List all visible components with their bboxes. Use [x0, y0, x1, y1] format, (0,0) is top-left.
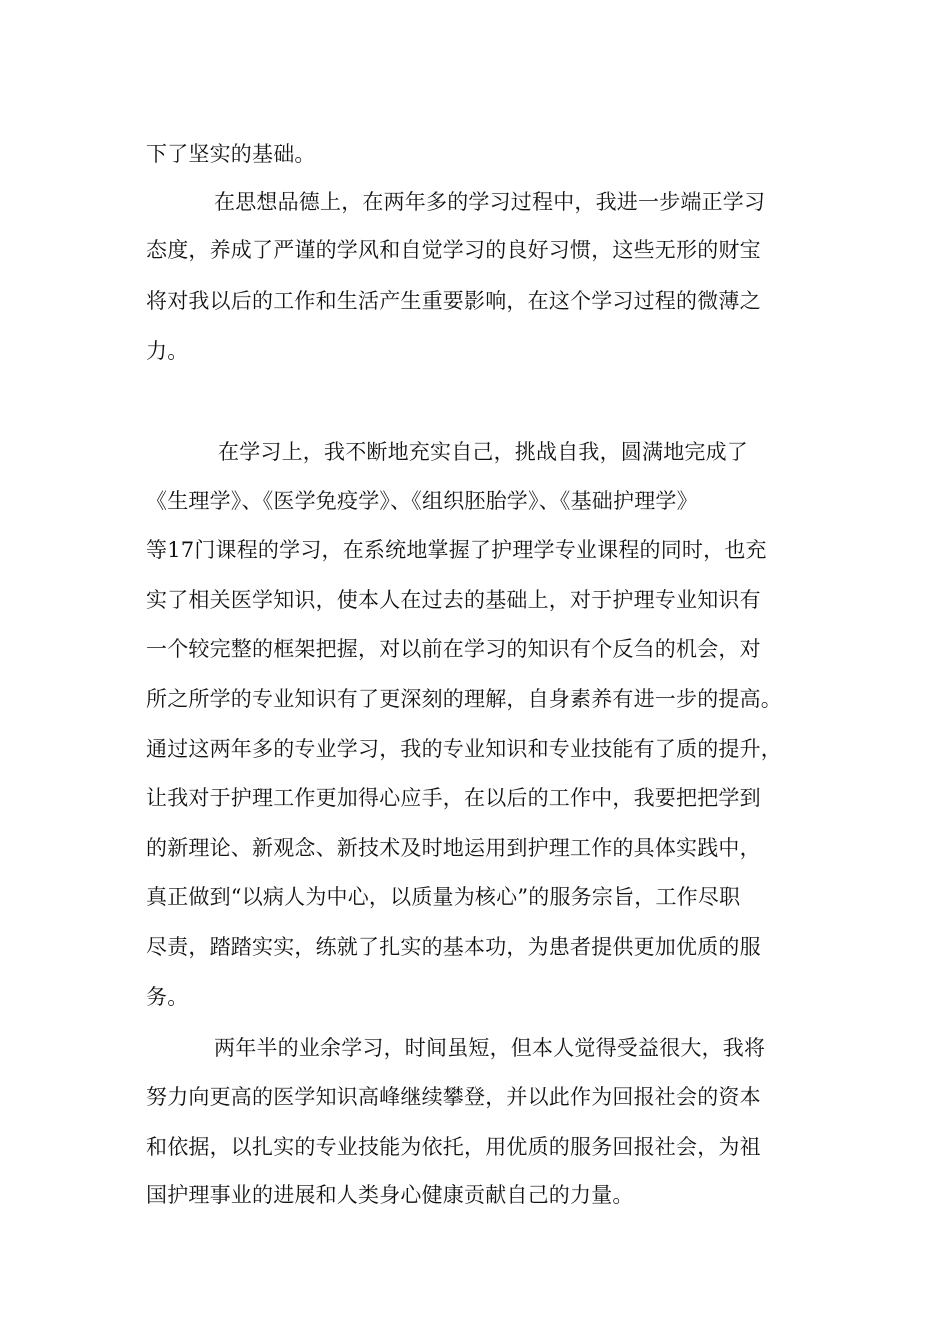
text-line: 务。 [146, 985, 189, 1009]
text-line: 态度，养成了严谨的学风和自觉学习的良好习惯，这些无形的财宝 [146, 238, 761, 262]
paragraph-first-line: 两年半的业余学习，时间虽短，但本人觉得受益很大，我将 [214, 1036, 766, 1060]
paragraph-first-line: 在思想品德上，在两年多的学习过程中，我进一步端正学习 [214, 190, 766, 214]
text-line: 让我对于护理工作更加得心应手，在以后的工作中，我要把把学到 [146, 786, 761, 810]
text-line: 的新理论、新观念、新技术及时地运用到护理工作的具体实践中， [146, 836, 761, 860]
text-line: 尽责，踏踏实实，练就了扎实的基本功，为患者提供更加优质的服 [146, 935, 761, 959]
text-line: 一个较完整的框架把握，对以前在学习的知识有个反刍的机会，对 [146, 637, 761, 661]
text-line: 将对我以后的工作和生活产生重要影响，在这个学习过程的微薄之 [146, 289, 761, 313]
text-line: 力。 [146, 339, 189, 363]
text-line: 等17门课程的学习，在系统地掌握了护理学专业课程的同时，也充 [146, 538, 767, 562]
text-line: 和依据，以扎实的专业技能为依托，用优质的服务回报社会，为祖 [146, 1135, 761, 1159]
text-line: 下了坚实的基础。 [146, 142, 316, 166]
text-line: 努力向更高的医学知识高峰继续攀登，并以此作为回报社会的资本 [146, 1085, 761, 1109]
text-line: 通过这两年多的专业学习，我的专业知识和专业技能有了质的提升， [146, 737, 782, 761]
text-line: 所之所学的专业知识有了更深刻的理解，自身素养有进一步的提高。 [146, 687, 782, 711]
text-line: 国护理事业的进展和人类身心健康贡献自己的力量。 [146, 1183, 634, 1207]
text-line: 《生理学》、《医学免疫学》、《组织胚胎学》、《基础护理学》 [146, 489, 698, 513]
paragraph-first-line: 在学习上，我不断地充实自己，挑战自我，圆满地完成了 [218, 440, 748, 464]
text-line: 真正做到“以病人为中心，以质量为核心”的服务宗旨，工作尽职 [146, 885, 741, 909]
text-line: 实了相关医学知识，使本人在过去的基础上，对于护理专业知识有 [146, 588, 761, 612]
